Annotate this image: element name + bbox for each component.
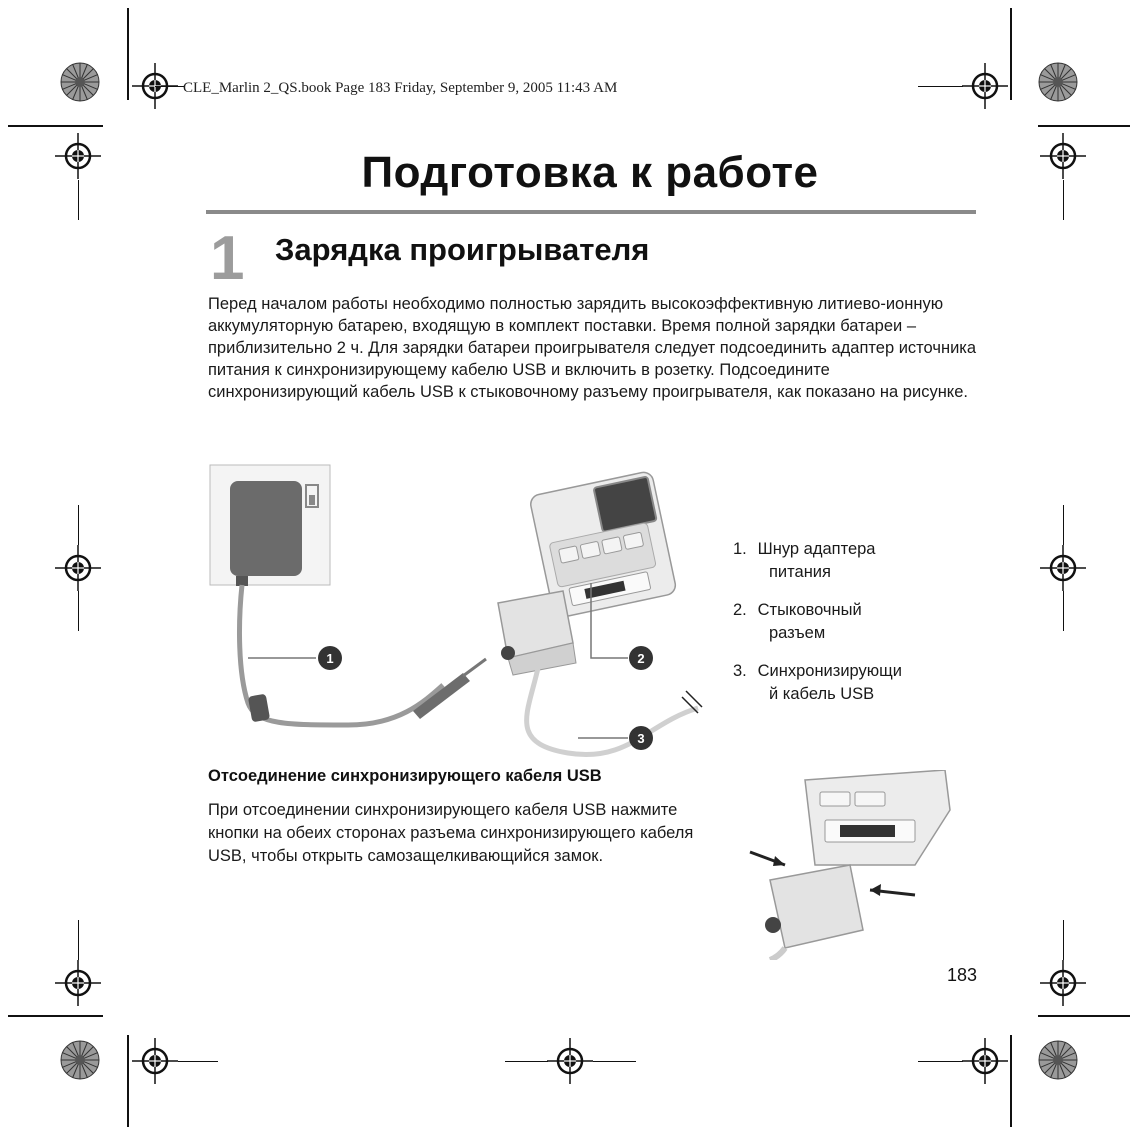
page-number: 183 xyxy=(947,965,978,985)
intro-paragraph: Перед началом работы необходимо полностью зарядить высокоэффективную литиево-ионную аккумуляторную батарею, входящую в комплект поставки. Время полной зарядки батареи – приблизительно 2 ч. Для зарядки батареи проигрывателя следует подсоединить адаптер источника питания к синхронизирующему кабелю USB и включить в розетку. Подсоедините синхронизирующий кабель USB к стыковочному разъему проигрывателя, как показано на рисунке. xyxy=(208,295,977,401)
crop-line xyxy=(1063,920,1064,960)
crop-line xyxy=(1063,505,1064,545)
callout-text: Шнур адаптера xyxy=(757,540,876,558)
crop-line xyxy=(918,1061,963,1062)
crop-line xyxy=(8,125,103,127)
crop-line xyxy=(1010,1035,1012,1127)
crop-line xyxy=(78,591,79,631)
registration-mark-icon xyxy=(55,960,101,1006)
registration-mark-icon xyxy=(1040,545,1086,591)
crop-line xyxy=(1063,591,1064,631)
subsection-paragraph: При отсоединении синхронизирующего кабеля USB нажмите кнопки на обеих сторонах разъема синхронизирующего кабеля USB, чтобы открыть самозащелкивающийся замок. xyxy=(208,801,694,865)
callout-number: 3. xyxy=(733,662,747,680)
callout-marker-label: 1 xyxy=(326,651,334,666)
detach-illustration xyxy=(745,770,955,960)
crop-line xyxy=(1010,8,1012,100)
registration-mark-icon xyxy=(1040,960,1086,1006)
callout-list xyxy=(733,538,973,721)
registration-mark-icon xyxy=(547,1038,593,1084)
power-adapter xyxy=(230,481,302,576)
crop-line xyxy=(1063,180,1064,220)
callout-text-continued: й кабель USB xyxy=(769,685,875,703)
crop-line xyxy=(127,1035,129,1127)
crop-line xyxy=(1038,1015,1130,1017)
color-wheel-icon xyxy=(1038,62,1078,102)
crop-line xyxy=(918,86,963,87)
registration-mark-icon xyxy=(132,1038,178,1084)
crop-line xyxy=(78,180,79,220)
registration-mark-icon xyxy=(962,1038,1008,1084)
callout-text-continued: разъем xyxy=(769,624,826,642)
charging-illustration xyxy=(208,463,708,763)
registration-mark-icon xyxy=(962,63,1008,109)
callout-text: Стыковочный xyxy=(757,601,862,619)
registration-mark-icon xyxy=(55,545,101,591)
callout-text: Синхронизирующи xyxy=(757,662,902,680)
media-player xyxy=(805,770,950,865)
callout-item xyxy=(733,538,973,584)
callout-marker-label: 2 xyxy=(637,651,645,666)
section-heading: Зарядка проигрывателя xyxy=(275,232,650,267)
crop-line xyxy=(127,8,129,100)
crop-line xyxy=(155,86,185,87)
callout-number: 1. xyxy=(733,540,747,558)
callout-number: 2. xyxy=(733,601,747,619)
subsection-heading: Отсоединение синхронизирующего кабеля USB xyxy=(208,767,602,785)
color-wheel-icon xyxy=(1038,1040,1078,1080)
title-rule xyxy=(206,210,976,214)
usb-cable xyxy=(527,668,698,755)
registration-mark-icon xyxy=(1040,133,1086,179)
callout-item xyxy=(733,599,973,645)
dock-connector xyxy=(840,825,895,837)
crop-line xyxy=(78,505,79,545)
usb-sync-connector xyxy=(498,591,576,675)
crop-line xyxy=(505,1061,548,1062)
usb-sync-connector xyxy=(770,865,863,948)
color-wheel-icon xyxy=(60,1040,100,1080)
crop-line xyxy=(178,1061,218,1062)
step-number: 1 xyxy=(210,224,245,293)
callout-item xyxy=(733,660,973,706)
registration-mark-icon xyxy=(55,133,101,179)
crop-line xyxy=(8,1015,103,1017)
crop-line xyxy=(1038,125,1130,127)
callout-marker-label: 3 xyxy=(637,731,645,746)
page-title: Подготовка к работе xyxy=(361,148,819,197)
color-wheel-icon xyxy=(60,62,100,102)
callout-text-continued: питания xyxy=(769,563,831,581)
crop-line xyxy=(593,1061,636,1062)
crop-line xyxy=(78,920,79,960)
book-header: CLE_Marlin 2_QS.book Page 183 Friday, September 9, 2005 11:43 AM xyxy=(183,80,618,96)
